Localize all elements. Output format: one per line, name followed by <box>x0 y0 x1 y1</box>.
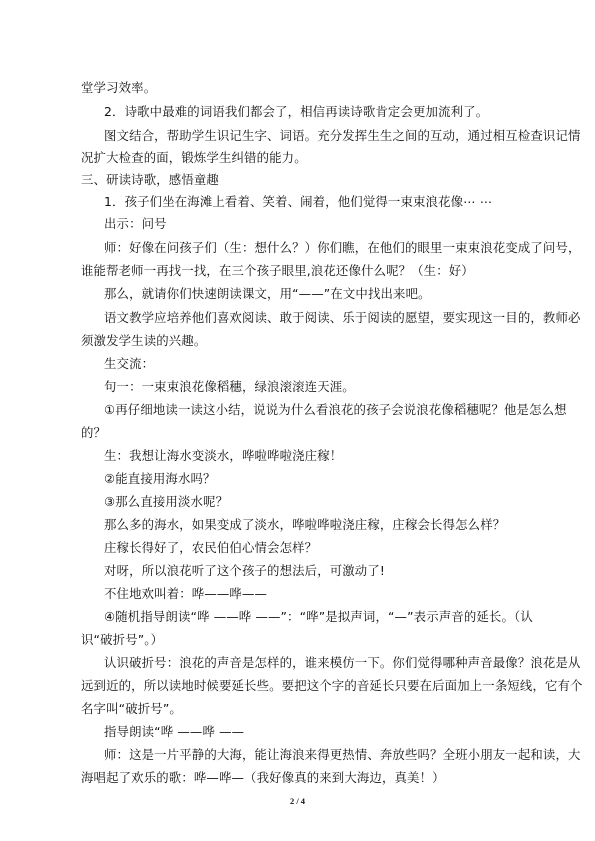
text-line: 图文结合，帮助学生识记生字、词语。充分发挥生生之间的互动，通过相互检查识记情 <box>104 128 581 143</box>
text-line: 2．诗歌中最难的词语我们都会了，相信再读诗歌肯定会更加流利了。 <box>104 104 489 119</box>
text-line: 庄稼长得好了，农民伯伯心情会怎样？ <box>104 540 318 555</box>
page-number: 2 / 4 <box>289 796 306 806</box>
text-line: 生：我想让海水变淡水，哗啦哗啦浇庄稼！ <box>104 448 343 463</box>
text-line: 出示：问号 <box>104 216 167 231</box>
text-line: 1．孩子们坐在海滩上看着、笑着、闹着，他们觉得一束束浪花像⋯ ⋯ <box>104 194 493 209</box>
text-line: 生交流： <box>104 356 155 371</box>
text-line: ④随机指导朗读“哗 ——哗 ——”：“哗”是拟声词，“—”表示声音的延长。（认 <box>104 609 533 624</box>
text-line: 指导朗读“哗 ——哗 —— <box>104 724 245 739</box>
text-line: 况扩大检查的面，锻炼学生纠错的能力。 <box>81 150 307 165</box>
text-line: 认识破折号：浪花的声音是怎样的，谁来模仿一下。你们觉得哪种声音最像？浪花是从 <box>104 655 581 670</box>
text-line: 名字叫“破折号”。 <box>81 701 182 716</box>
text-line: 那么多的海水，如果变成了淡水，哗啦哗啦浇庄稼，庄稼会长得怎么样？ <box>104 517 506 532</box>
text-line: 海唱起了欢乐的歌：哗—哗—（我好像真的来到大海边，真美！） <box>81 770 445 785</box>
text-line: ②能直接用海水吗？ <box>104 471 216 486</box>
text-line: 句一：一束束浪花像稻穗，绿浪滚滚连天涯。 <box>104 379 355 394</box>
text-line: 师：好像在问孩子们（生：想什么？）你们瞧，在他们的眼里一束束浪花变成了问号， <box>104 240 581 255</box>
text-line: 的？ <box>81 425 107 440</box>
text-line: 语文教学应培养他们喜欢阅读、敢于阅读、乐于阅读的愿望，要实现这一目的，教师必 <box>104 310 581 325</box>
text-line: 远到近的，所以读地时候要延长些。要把这个字的音延长只要在后面加上一条短线，它有个 <box>81 678 583 693</box>
text-line: 识“破折号”。） <box>81 632 164 647</box>
text-line: 堂学习效率。 <box>81 80 157 95</box>
section-heading: 三、研读诗歌，感悟童趣 <box>81 172 219 187</box>
text-line: 谁能帮老师一再找一找，在三个孩子眼里,浪花还像什么呢？（生：好） <box>81 263 474 278</box>
text-line: ③那么直接用淡水呢？ <box>104 494 229 509</box>
text-line: 对呀，所以浪花听了这个孩子的想法后，可激动了! <box>104 563 386 578</box>
text-line: 师：这是一片平静的大海，能让海浪来得更热情、奔放些吗？全班小朋友一起和读，大 <box>104 747 581 762</box>
text-line: 那么，就请你们快速朗读课文，用“——”在文中找出来吧。 <box>104 286 431 301</box>
text-line: 不住地欢叫着：哗——哗—— <box>104 586 268 601</box>
text-line: ①再仔细地读一读这小结，说说为什么看浪花的孩子会说浪花像稻穗呢？他是怎么想 <box>104 402 567 417</box>
text-line: 须激发学生读的兴趣。 <box>81 333 207 348</box>
